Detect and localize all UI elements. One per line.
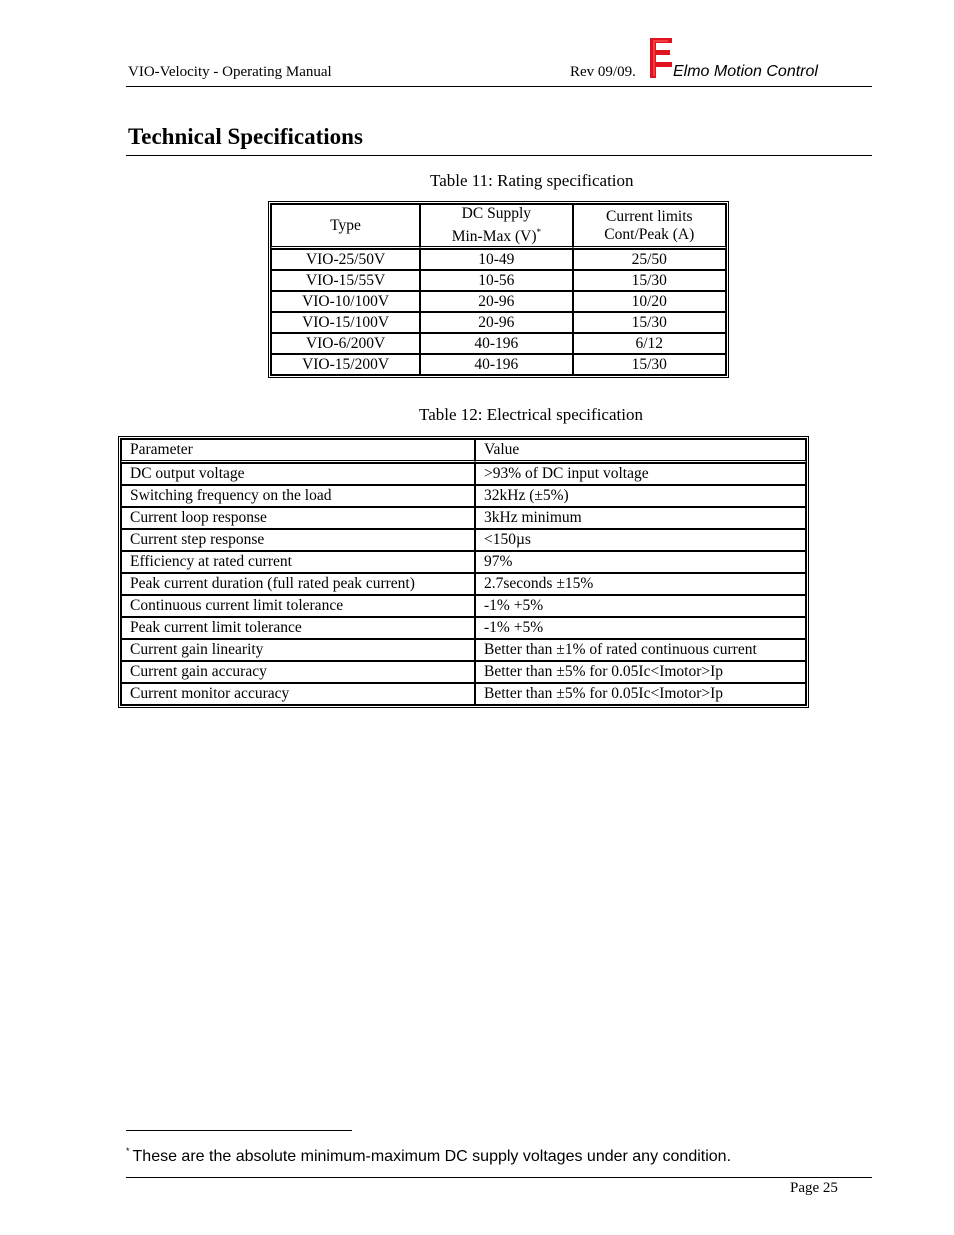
- table-row: [271, 270, 726, 291]
- table-row: [121, 683, 806, 705]
- table-cell: 10/20: [573, 291, 726, 312]
- footer-divider: [126, 1177, 872, 1178]
- table-cell: 10-56: [420, 270, 572, 291]
- table-cell: Better than ±5% for 0.05Ic<Imotor>Ip: [475, 661, 806, 683]
- section-divider: [126, 155, 872, 156]
- footnote: [126, 1146, 731, 1166]
- table-row: [121, 463, 806, 485]
- header-cell: [573, 204, 726, 249]
- table-cell: Peak current limit tolerance: [121, 617, 475, 639]
- elmo-logo-icon: [648, 36, 674, 80]
- table-row: [271, 333, 726, 354]
- table-row: [121, 529, 806, 551]
- table-row: [271, 249, 726, 270]
- table-cell: VIO-15/100V: [271, 312, 420, 333]
- footnote-text: These are the absolute minimum-maximum DC supply voltages under any condition.: [132, 1148, 732, 1165]
- table-cell: 10-49: [420, 249, 572, 270]
- table-cell: -1% +5%: [475, 617, 806, 639]
- company-name: Elmo Motion Control: [673, 63, 818, 80]
- electrical-table-caption: Table 12: Electrical specification: [419, 405, 643, 424]
- table-cell: 15/30: [573, 312, 726, 333]
- table-row: [271, 312, 726, 333]
- table-cell: 2.7seconds ±15%: [475, 573, 806, 595]
- header-dc-supply-range: Min-Max (V): [451, 228, 537, 246]
- table-row: [121, 507, 806, 529]
- table-cell: 6/12: [573, 333, 726, 354]
- table-row: [121, 573, 806, 595]
- table-cell: 25/50: [573, 249, 726, 270]
- table-cell: Current step response: [121, 529, 475, 551]
- table-cell: VIO-6/200V: [271, 333, 420, 354]
- header-current-limits-units: Cont/Peak (A): [604, 225, 695, 243]
- table-row: [121, 661, 806, 683]
- table-cell: Current loop response: [121, 507, 475, 529]
- table-row: [271, 354, 726, 375]
- table-cell: Better than ±1% of rated continuous current: [475, 639, 806, 661]
- table-cell: VIO-10/100V: [271, 291, 420, 312]
- header-cell: [271, 204, 420, 249]
- table-cell: 15/30: [573, 354, 726, 375]
- table-cell: 32kHz (±5%): [475, 485, 806, 507]
- table-cell: 40-196: [420, 354, 572, 375]
- table-cell: VIO-25/50V: [271, 249, 420, 270]
- header-parameter: Parameter: [121, 439, 475, 463]
- header-current-limits: Current limits: [606, 207, 693, 225]
- table-cell: >93% of DC input voltage: [475, 463, 806, 485]
- electrical-spec-table: [118, 436, 809, 708]
- table-cell: VIO-15/55V: [271, 270, 420, 291]
- table-row: [121, 617, 806, 639]
- table-cell: Current monitor accuracy: [121, 683, 475, 705]
- table-cell: 3kHz minimum: [475, 507, 806, 529]
- table-cell: VIO-15/200V: [271, 354, 420, 375]
- rating-table-caption: Table 11: Rating specification: [430, 171, 634, 190]
- table-row: [121, 595, 806, 617]
- table-header-row: [121, 439, 806, 463]
- table-cell: DC output voltage: [121, 463, 475, 485]
- table-cell: <150µs: [475, 529, 806, 551]
- table-row: [271, 291, 726, 312]
- footnote-mark: *: [536, 227, 541, 237]
- table-cell: Switching frequency on the load: [121, 485, 475, 507]
- table-cell: -1% +5%: [475, 595, 806, 617]
- header-type: Type: [330, 216, 361, 234]
- table-cell: 20-96: [420, 291, 572, 312]
- footnote-mark: *: [126, 1146, 130, 1156]
- rating-spec-table: [268, 201, 729, 378]
- table-cell: Peak current duration (full rated peak current): [121, 573, 475, 595]
- table-row: [121, 639, 806, 661]
- table-cell: Efficiency at rated current: [121, 551, 475, 573]
- table-header-row: [271, 204, 726, 249]
- table-cell: 15/30: [573, 270, 726, 291]
- table-row: [121, 551, 806, 573]
- header-dc-supply: DC Supply: [461, 205, 532, 222]
- table-cell: 40-196: [420, 333, 572, 354]
- table-cell: Continuous current limit tolerance: [121, 595, 475, 617]
- table-cell: Current gain linearity: [121, 639, 475, 661]
- header-value: Value: [475, 439, 806, 463]
- table-cell: Better than ±5% for 0.05Ic<Imotor>Ip: [475, 683, 806, 705]
- manual-title: VIO-Velocity - Operating Manual: [128, 64, 332, 80]
- table-row: [121, 485, 806, 507]
- section-title: Technical Specifications: [128, 124, 363, 149]
- table-cell: 97%: [475, 551, 806, 573]
- page-number: Page 25: [790, 1180, 838, 1196]
- footnote-divider: [126, 1130, 352, 1131]
- header-cell: [420, 204, 572, 249]
- page-header: [126, 34, 872, 87]
- table-cell: Current gain accuracy: [121, 661, 475, 683]
- revision-label: Rev 09/09.: [570, 64, 636, 80]
- table-cell: 20-96: [420, 312, 572, 333]
